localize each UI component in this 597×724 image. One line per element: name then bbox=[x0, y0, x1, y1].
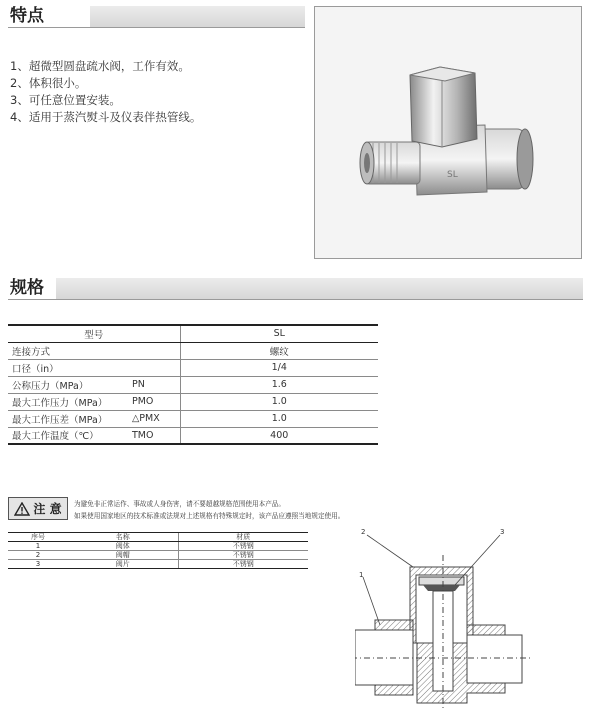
features-heading bbox=[8, 6, 305, 28]
steam-trap-image bbox=[315, 7, 581, 258]
part-material: 不锈钢 bbox=[178, 560, 308, 569]
table-row bbox=[8, 342, 378, 359]
spec-label: 连接方式 bbox=[8, 342, 128, 359]
spec-value: 1.6 bbox=[180, 376, 378, 393]
part-material: 不锈钢 bbox=[178, 551, 308, 560]
svg-text:SL: SL bbox=[447, 170, 458, 180]
part-name: 阀帽 bbox=[68, 551, 178, 560]
specs-heading bbox=[8, 278, 583, 300]
parts-header-row bbox=[8, 533, 308, 542]
spec-header-label: 型号 bbox=[8, 325, 180, 342]
section-diagram bbox=[355, 525, 535, 715]
heading-bar bbox=[56, 278, 583, 299]
notice-line: 为避免非正常运作、事故或人身伤害，请不要超越规格范围使用本产品。 bbox=[74, 500, 285, 508]
parts-header: 材质 bbox=[178, 533, 308, 542]
table-row bbox=[8, 427, 378, 444]
table-row bbox=[8, 393, 378, 410]
feature-item: 2、体积很小。 bbox=[10, 76, 87, 90]
spec-value: 螺纹 bbox=[180, 342, 378, 359]
spec-symbol: TMO bbox=[128, 427, 180, 444]
spec-table bbox=[8, 324, 378, 445]
spec-symbol bbox=[128, 359, 180, 376]
cross-section-drawing bbox=[355, 525, 535, 715]
notice-badge-label: 注 意 bbox=[33, 502, 62, 516]
feature-item: 3、可任意位置安装。 bbox=[10, 93, 121, 107]
spec-symbol bbox=[128, 342, 180, 359]
spec-label: 公称压力（MPa） bbox=[8, 376, 128, 393]
spec-symbol: PN bbox=[128, 376, 180, 393]
callout-label: 3 bbox=[500, 528, 505, 536]
parts-header: 名称 bbox=[68, 533, 178, 542]
heading-bar bbox=[90, 6, 305, 27]
product-photo bbox=[314, 6, 582, 259]
spec-symbol: △PMX bbox=[128, 410, 180, 427]
features-title: 特点 bbox=[10, 6, 44, 26]
notice-line: 如果使用国家地区的技术标准或法规对上述规格有特殊规定时，该产品应遵照当地规定使用。 bbox=[74, 512, 345, 520]
features-list bbox=[10, 58, 201, 126]
spec-value: 1.0 bbox=[180, 393, 378, 410]
spec-symbol: PMO bbox=[128, 393, 180, 410]
parts-table bbox=[8, 532, 308, 569]
specs-title: 规格 bbox=[10, 278, 44, 298]
feature-item: 1、超微型圆盘疏水阀，工作有效。 bbox=[10, 59, 190, 73]
feature-item: 4、适用于蒸汽熨斗及仪表伴热管线。 bbox=[10, 110, 202, 124]
callout-label: 1 bbox=[359, 571, 364, 579]
table-row bbox=[8, 560, 308, 569]
spec-label: 最大工作温度（℃） bbox=[8, 427, 128, 444]
table-row bbox=[8, 376, 378, 393]
spec-label: 最大工作压力（MPa） bbox=[8, 393, 128, 410]
notice-badge bbox=[8, 497, 68, 520]
part-number: 3 bbox=[8, 560, 68, 569]
table-row bbox=[8, 359, 378, 376]
spec-value: 1/4 bbox=[180, 359, 378, 376]
table-row bbox=[8, 551, 308, 560]
spec-header-value: SL bbox=[180, 325, 378, 342]
part-number: 2 bbox=[8, 551, 68, 560]
table-row bbox=[8, 410, 378, 427]
notice-text bbox=[74, 498, 344, 522]
table-row bbox=[8, 542, 308, 551]
parts-header: 序号 bbox=[8, 533, 68, 542]
part-name: 阀片 bbox=[68, 560, 178, 569]
part-name: 阀体 bbox=[68, 542, 178, 551]
warning-icon bbox=[14, 502, 30, 516]
callout-label: 2 bbox=[361, 528, 366, 536]
spec-label: 最大工作压差（MPa） bbox=[8, 410, 128, 427]
spec-header-row bbox=[8, 325, 378, 342]
spec-value: 400 bbox=[180, 427, 378, 444]
spec-label: 口径（in） bbox=[8, 359, 128, 376]
part-number: 1 bbox=[8, 542, 68, 551]
part-material: 不锈钢 bbox=[178, 542, 308, 551]
spec-value: 1.0 bbox=[180, 410, 378, 427]
